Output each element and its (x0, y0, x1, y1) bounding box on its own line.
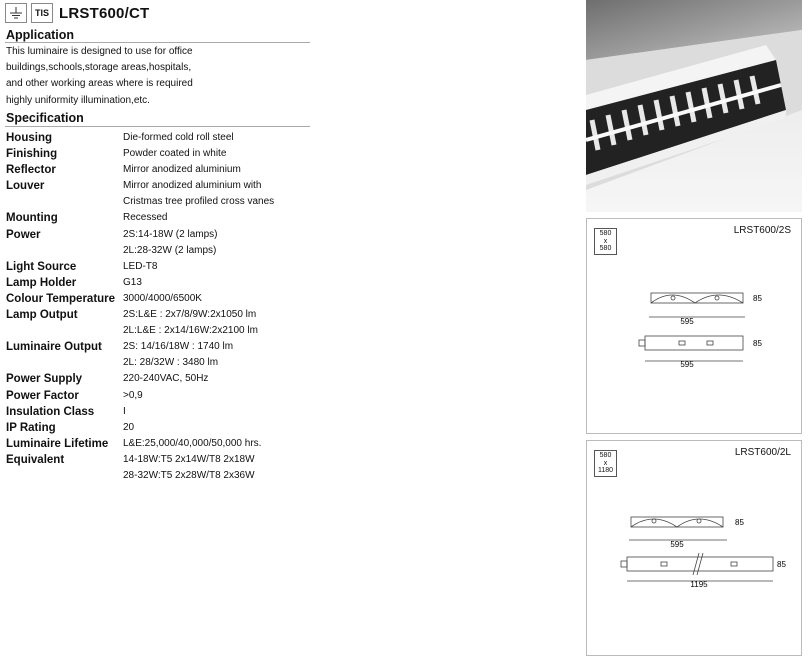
spec-label (6, 323, 123, 339)
spec-value: Powder coated in white (123, 148, 227, 160)
spec-label: Housing (6, 132, 52, 144)
spec-value: 14-18W:T5 2x14W/T8 2x18W (123, 453, 255, 465)
spec-row (6, 452, 306, 468)
spec-value: Mirror anodized aluminium with (123, 180, 262, 192)
product-title: LRST600/CT (59, 4, 150, 22)
size-separator: x (603, 237, 608, 245)
spec-value: 220-240VAC, 50Hz (123, 373, 209, 385)
spec-label: Light Source (6, 260, 77, 273)
spec-value: I (123, 405, 126, 417)
spec-label: Power Supply (6, 373, 83, 386)
width-dimension: 595 (680, 317, 694, 326)
model-label: LRST600/2S (733, 225, 791, 236)
spec-label: Colour Temperature (6, 292, 116, 305)
application-line: This luminaire is designed to use for office (6, 46, 193, 57)
application-line: buildings,schools,storage areas,hospitals, (6, 62, 192, 74)
spec-row (6, 371, 306, 387)
spec-label: IP Rating (6, 421, 56, 434)
cross-section-drawing (587, 219, 801, 433)
spec-value: 20 (123, 421, 135, 433)
dimension-panel-2s (586, 218, 802, 434)
spec-row (6, 339, 306, 355)
spec-label: Equivalent (6, 453, 65, 466)
spec-label (6, 243, 123, 259)
spec-value: L&E:25,000/40,000/50,000 hrs. (123, 437, 262, 449)
spec-label: Power (6, 228, 41, 241)
spec-row (6, 130, 306, 146)
height-dimension: 85 (777, 560, 786, 569)
length-dimension: 1195 (690, 580, 708, 589)
width-dimension: 595 (670, 540, 684, 549)
product-photo (586, 0, 802, 212)
spec-value: LED-T8 (123, 260, 158, 272)
spec-label: Luminaire Lifetime (6, 437, 109, 450)
spec-value: 2L: 28/32W : 3480 lm (123, 357, 219, 369)
spec-row (6, 146, 306, 162)
spec-value: Die-formed cold roll steel (123, 132, 234, 143)
spec-value: >0,9 (123, 389, 143, 401)
application-line: and other working areas where is required (6, 78, 193, 90)
product-header (5, 2, 149, 24)
specification-table (6, 130, 306, 484)
spec-row (6, 307, 306, 323)
spec-row (6, 178, 306, 194)
spec-label: Insulation Class (6, 405, 95, 418)
spec-value: Mirror anodized aluminium (123, 164, 241, 176)
spec-row (6, 162, 306, 178)
spec-label: Mounting (6, 212, 58, 225)
spec-value: 28-32W:T5 2x28W/T8 2x36W (123, 469, 255, 481)
spec-value: Cristmas tree profiled cross vanes (123, 196, 275, 208)
spec-label (6, 194, 123, 210)
spec-row (6, 420, 306, 436)
spec-row (6, 468, 306, 484)
size-length: 1180 (597, 467, 614, 474)
spec-row (6, 404, 306, 420)
spec-row (6, 323, 306, 339)
size-separator: x (603, 459, 608, 467)
spec-row (6, 259, 306, 275)
tis-certification-badge: TIS (31, 3, 53, 23)
spec-value: 2S:L&E : 2x7/8/9W:2x1050 lm (123, 309, 257, 321)
spec-row (6, 436, 306, 452)
spec-label: Lamp Output (6, 309, 78, 322)
height-dimension: 85 (753, 294, 762, 303)
application-line: highly uniformity illumination,etc. (6, 94, 150, 106)
dimension-panel-2l (586, 440, 802, 656)
specification-heading: Specification (6, 111, 84, 125)
spec-label: Luminaire Output (6, 341, 102, 354)
spec-value: 3000/4000/6500K (123, 292, 202, 304)
spec-value: 2L:28-32W (2 lamps) (123, 244, 217, 256)
spec-row (6, 355, 306, 371)
spec-value: Recessed (123, 212, 168, 224)
spec-row (6, 275, 306, 291)
spec-label: Reflector (6, 164, 56, 177)
spec-row (6, 194, 306, 210)
spec-row (6, 227, 306, 243)
spec-row (6, 388, 306, 404)
spec-label (6, 468, 123, 484)
spec-value: 2L:L&E : 2x14/16W:2x2100 lm (123, 325, 258, 337)
earth-ground-icon (5, 3, 27, 23)
height-dimension: 85 (735, 518, 744, 527)
spec-value: G13 (123, 276, 142, 288)
spec-row (6, 210, 306, 226)
width-dimension: 595 (680, 360, 694, 369)
spec-label (6, 355, 123, 371)
divider (5, 42, 310, 43)
model-label: LRST600/2L (734, 447, 791, 458)
spec-label: Louver (6, 180, 45, 193)
height-dimension: 85 (753, 339, 762, 348)
spec-value: 2S:14-18W (2 lamps) (123, 228, 218, 240)
application-heading: Application (6, 28, 75, 42)
size-length: 580 (599, 245, 612, 252)
cross-section-drawing (587, 441, 801, 655)
size-width: 580 (599, 230, 612, 237)
spec-label: Power Factor (6, 389, 79, 402)
spec-row (6, 243, 306, 259)
spec-label: Lamp Holder (6, 276, 77, 289)
size-width: 580 (599, 452, 612, 459)
spec-label: Finishing (6, 148, 58, 161)
application-description (6, 44, 306, 109)
spec-row (6, 291, 306, 307)
divider (5, 126, 310, 127)
spec-value: 2S: 14/16/18W : 1740 lm (123, 341, 234, 353)
